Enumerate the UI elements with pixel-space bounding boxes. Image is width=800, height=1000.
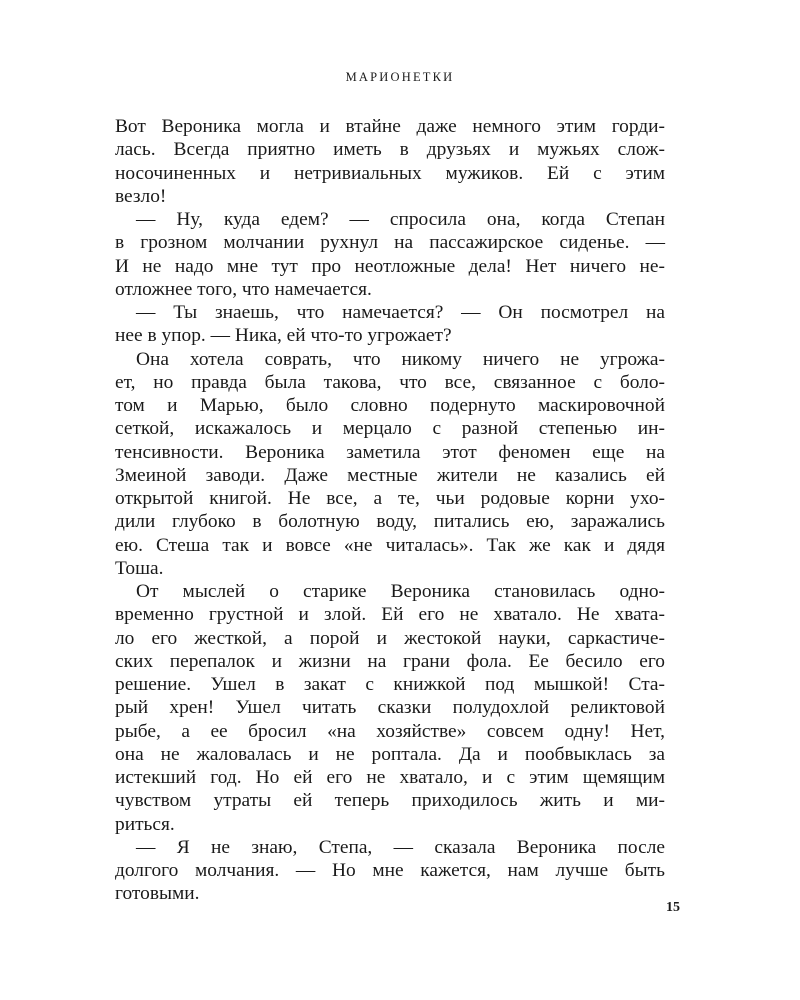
- text-line: От мыслей о старике Вероника становилась одно-: [136, 581, 665, 602]
- text-line: Вот Вероника могла и втайне даже немного этим горди-: [115, 116, 665, 137]
- text-line: — Ну, куда едем? — спросила она, когда Степан: [136, 209, 665, 230]
- text-line: ею. Стеша так и вовсе «не читалась». Так же как и дядя: [115, 534, 665, 556]
- running-title: МАРИОНЕТКИ: [345, 70, 455, 84]
- text-line: тенсивности. Вероника заметила этот феномен еще на: [115, 441, 665, 463]
- text-line: открытой книгой. Не все, а те, чьи родовые корни ухо-: [115, 488, 665, 509]
- page-number: 15: [666, 900, 680, 915]
- text-line: лась. Всегда приятно иметь в друзьях и мужьях слож-: [115, 139, 665, 161]
- text-line: — Ты знаешь, что намечается? — Он посмотрел на: [136, 302, 665, 323]
- text-line: — Я не знаю, Степа, — сказала Вероника после: [136, 836, 665, 858]
- text-line: долгого молчания. — Но мне кажется, нам лучше быть: [115, 860, 665, 881]
- text-line: Она хотела соврать, что никому ничего не угрожа-: [136, 348, 665, 370]
- text-line: И не надо мне тут про неотложные дела! Нет ничего не-: [115, 255, 665, 277]
- text-line: истекший год. Но ей его не хватало, и с этим щемящим: [115, 767, 665, 788]
- text-line: чувством утраты ей теперь приходилось жить и ми-: [115, 790, 665, 812]
- text-line: рыбе, а ее бросил «на хозяйстве» совсем одну! Нет,: [115, 720, 665, 742]
- text-line: Тоша.: [115, 557, 164, 579]
- text-line: везло!: [115, 185, 167, 207]
- text-line: дили глубоко в болотную воду, питались ею, заражались: [115, 511, 665, 533]
- text-line: в грозном молчании рухнул на пассажирское сиденье. —: [115, 232, 665, 254]
- text-line: том и Марью, было словно подернуто маскировочной: [115, 395, 665, 416]
- text-line: носочиненных и нетривиальных мужиков. Ей с этим: [115, 162, 665, 184]
- text-line: готовыми.: [115, 883, 200, 905]
- text-line: ских перепалок и жизни на грани фола. Ее бесило его: [115, 650, 665, 672]
- text-line: рый хрен! Ушел читать сказки полудохлой реликтовой: [115, 697, 665, 719]
- text-line: решение. Ушел в закат с книжкой под мышкой! Ста-: [115, 674, 665, 695]
- body-text: [115, 115, 665, 906]
- text-line: сеткой, искажалось и мерцало с разной степенью ин-: [115, 418, 665, 440]
- text-line: она не жаловалась и не роптала. Да и пообвыклась за: [115, 743, 665, 765]
- text-line: ло его жесткой, а порой и жестокой науки, саркастиче-: [115, 627, 665, 649]
- text-line: отложнее того, что намечается.: [115, 278, 372, 300]
- text-line: нее в упор. — Ника, ей что-то угрожает?: [115, 325, 452, 347]
- text-line: временно грустной и злой. Ей его не хватало. Не хвата-: [115, 604, 665, 626]
- text-line: риться.: [115, 813, 175, 835]
- text-line: ет, но правда была такова, что все, связанное с боло-: [115, 371, 665, 393]
- text-line: Змеиной заводи. Даже местные жители не казались ей: [115, 464, 665, 486]
